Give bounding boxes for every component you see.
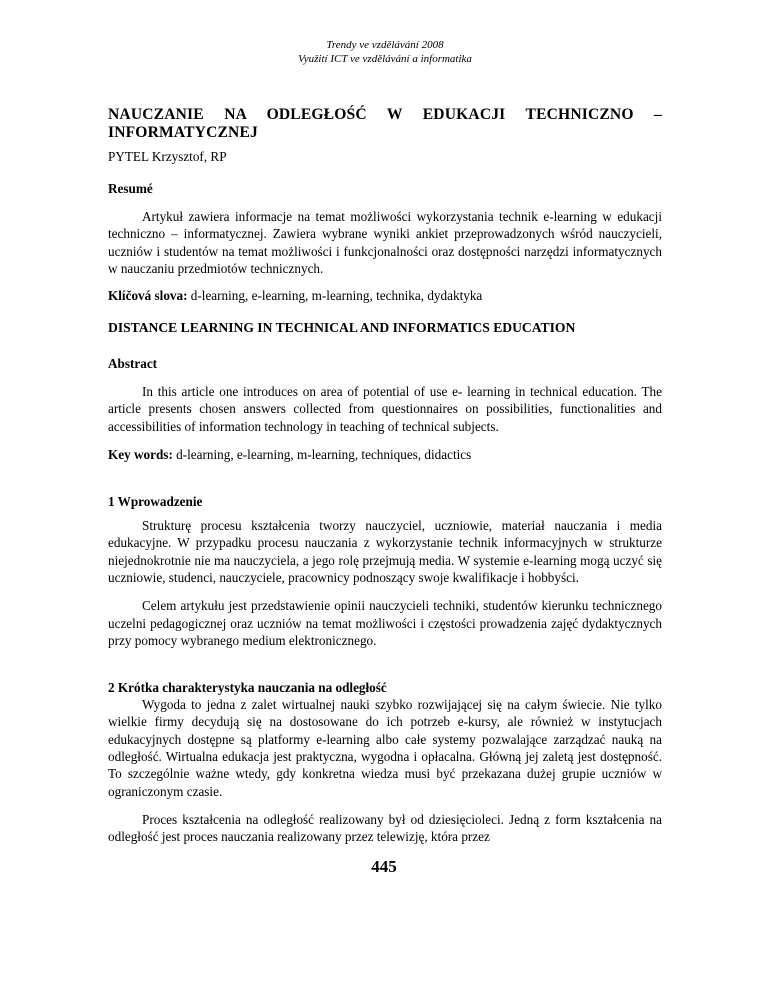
abstract-text: In this article one introduces on area of potential of use e- learning in technical education. The article presents chosen answers collected from questionnaires on possibilities, functionalities and accessibilities of information technology in teaching of technical subjects.: [108, 384, 662, 434]
keywords-cz-label: Klíčová slova:: [108, 288, 188, 304]
keywords-en: [108, 446, 662, 463]
resume-heading: Resumé: [108, 181, 153, 196]
abstract-heading: Abstract: [108, 356, 158, 372]
section-2-paragraph-1: Wygoda to jedna z zalet wirtualnej nauki szybko rozwijającej się na całym świecie. Nie tylko wielkie firmy decydują się na dostosowane do ich potrzeb e-kursy, ale również w instytucjach edukacyjnych dostępne są platformy e-learning albo całe systemy pozwalające zarządzać nauką na odległość. Wirtualna edukacja jest praktyczna, wygodna i opłacalna. Główną jej zaletą jest dostępność. To szczególnie ważne wtedy, gdy konkretna wiedza musi być przekazana dużej grupie uczniów w ograniczonym czasie.: [108, 697, 662, 799]
section-1-heading: 1 Wprowadzenie: [108, 494, 203, 510]
section-1-paragraph-1: Strukturę procesu kształcenia tworzy nauczyciel, uczniowie, materiał nauczania i media edukacyjne. W przypadku procesu nauczania z wykorzystanie technik informacyjnych w strukturze niejednokrotnie nie ma nauczyciela, a jego rolę przejmują media. W systemie e-learning mogą uczyć się uczniowie, studenci, nauczyciele, pracownicy podnoszący swoje kwalifikacje i hobbyści.: [108, 518, 662, 585]
keywords-cz-text: d-learning, e-learning, m-learning, technika, dydaktyka: [187, 288, 483, 304]
article-author: PYTEL Krzysztof, RP: [108, 149, 227, 164]
section-1-paragraph-2: Celem artykułu jest przedstawienie opinii nauczycieli techniki, studentów kierunku technicznego uczelni pedagogicznej oraz uczniów na temat możliwości i częstości prowadzenia zajęć dydaktycznych przy pomocy wybranego medium elektronicznego.: [108, 598, 662, 648]
english-title: DISTANCE LEARNING IN TECHNICAL AND INFORMATICS EDUCATION: [108, 320, 576, 336]
running-header-conference: Trendy ve vzdělávání 2008: [326, 39, 444, 51]
keywords-en-text: d-learning, e-learning, m-learning, techniques, didactics: [172, 447, 472, 463]
running-header: [108, 38, 662, 66]
page-number: 445: [371, 857, 397, 876]
page-body: [108, 38, 662, 846]
section-2-heading: 2 Krótka charakterystyka nauczania na odległość: [108, 680, 387, 696]
article-title: NAUCZANIE NA ODLEGŁOŚĆ W EDUKACJI TECHNICZNO – INFORMATYCZNEJ: [108, 106, 662, 141]
running-header-section: Využití ICT ve vzdělávání a informatika: [298, 53, 472, 65]
resume-text: Artykuł zawiera informacje na temat możliwości wykorzystania technik e-learning w edukacji techniczno – informatycznej. Zawiera wybrane wyniki ankiet przeprowadzonych wśród nauczycieli, uczniów i studentów na temat możliwości i funkcjonalności oraz dostępności narzędzi informatycznych w nauczaniu przedmiotów technicznych.: [108, 209, 662, 276]
section-2-paragraph-2: Proces kształcenia na odległość realizowany był od dziesięcioleci. Jedną z form kształcenia na odległość jest proces nauczania realizowany przez telewizję, która przez: [108, 811, 662, 845]
keywords-en-label: Key words:: [108, 447, 173, 463]
keywords-cz: [108, 287, 662, 304]
